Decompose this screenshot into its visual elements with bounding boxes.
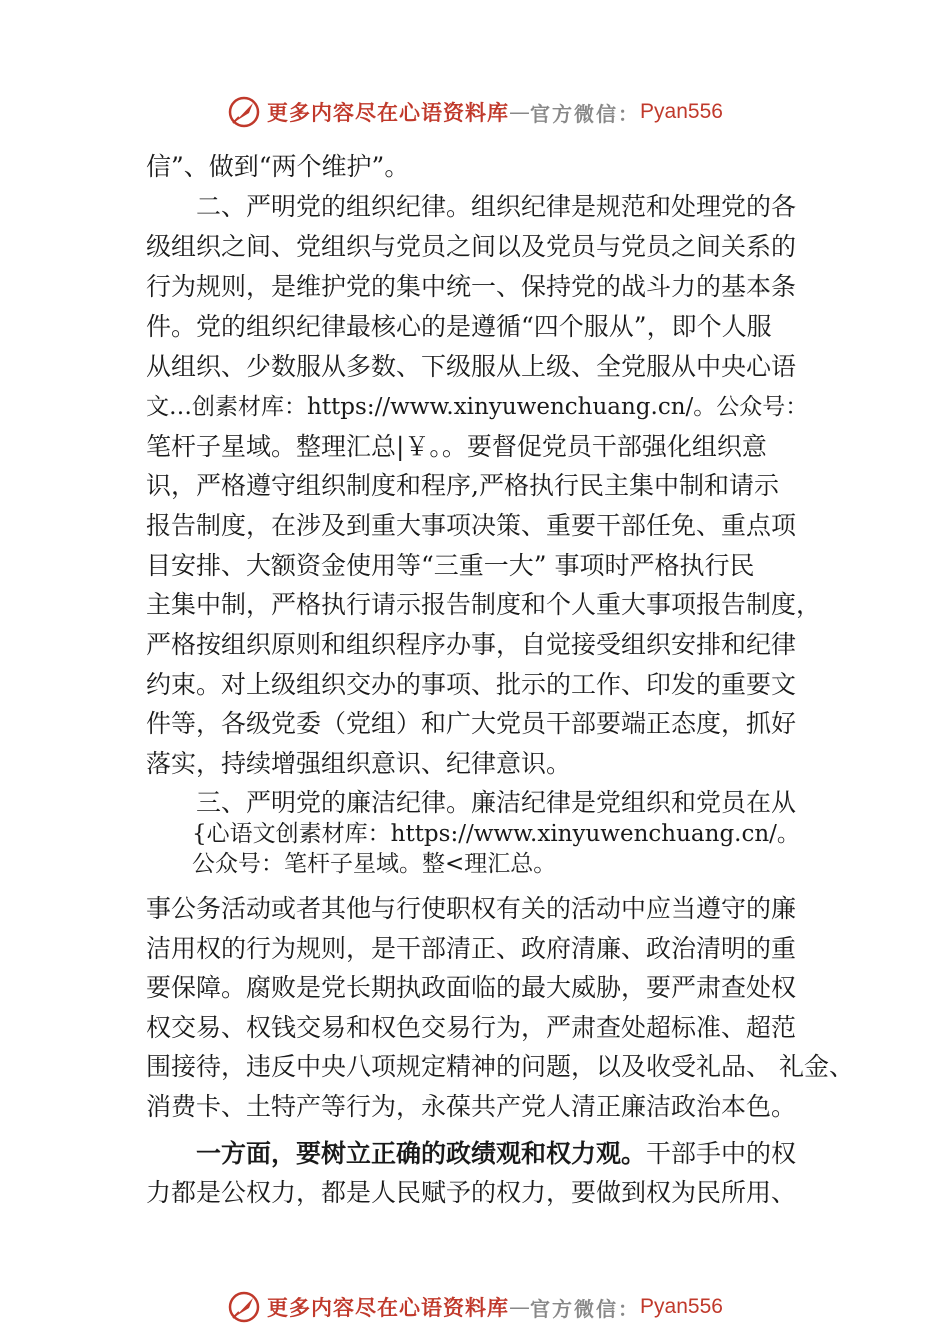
banner-wechat-id: Pyan556 bbox=[640, 100, 723, 123]
text-line: 件。党的组织纪律最核心的是遵循“四个服从”，即个人服 bbox=[146, 312, 772, 341]
banner-label: 官方微信： bbox=[530, 101, 641, 126]
text-line: 约束。对上级组织交办的事项、批示的工作、印发的重要文 bbox=[146, 670, 797, 699]
quill-circle-logo-icon bbox=[227, 95, 261, 129]
footer-banner bbox=[0, 1287, 950, 1327]
text-line: 要保障。腐败是党长期执政面临的最大威胁，要严肃查处权 bbox=[146, 973, 797, 1002]
text-line: {心语文创素材库：https://www.xinyuwenchuang.cn/。 bbox=[146, 821, 800, 847]
text-line: 行为规则，是维护党的集中统一、保持党的战斗力的基本条 bbox=[146, 272, 797, 301]
text-line: 三、严明党的廉洁纪律。廉洁纪律是党组织和党员在从 bbox=[146, 788, 797, 817]
text-line: 落实，持续增强组织意识、纪律意识。 bbox=[146, 749, 572, 778]
text-line: 级组织之间、党组织与党员之间以及党员与党员之间关系的 bbox=[146, 232, 797, 261]
text-line: 围接待，违反中央八项规定精神的问题，以及收受礼品、 礼金、 bbox=[146, 1052, 854, 1081]
text-line: 严格按组织原则和组织程序办事，自觉接受组织安排和纪律 bbox=[146, 630, 797, 659]
text-line: 目安排、大额资金使用等“三重一大” 事项时严格执行民 bbox=[146, 551, 755, 580]
text-line: 文…创素材库：https://www.xinyuwenchuang.cn/。公众号： bbox=[146, 394, 809, 420]
text-line: 识，严格遵守组织制度和程序,严格执行民主集中制和请示 bbox=[146, 471, 779, 500]
text-line: 力都是公权力，都是人民赋予的权力，要做到权为民所用、 bbox=[146, 1178, 797, 1207]
quill-circle-logo-icon bbox=[227, 1290, 261, 1324]
banner-brand: 更多内容尽在心语资料库 bbox=[267, 1295, 510, 1320]
paragraph-lead-line bbox=[146, 1139, 796, 1169]
text-line: 洁用权的行为规则，是干部清正、政府清廉、政治清明的重 bbox=[146, 934, 797, 963]
text-line: 权交易、权钱交易和权色交易行为，严肃查处超标准、超范 bbox=[146, 1013, 797, 1042]
header-banner bbox=[0, 92, 950, 132]
banner-wechat-id: Pyan556 bbox=[640, 1295, 723, 1318]
text-line: 消费卡、土特产等行为，永葆共产党人清正廉洁政治本色。 bbox=[146, 1092, 797, 1121]
text-line: 公众号：笔杆子星域。整<理汇总。 bbox=[146, 851, 557, 877]
text-line: 件等，各级党委（党组）和广大党员干部要端正态度，抓好 bbox=[146, 709, 797, 738]
bold-lead-text: 一方面，要树立正确的政绩观和权力观。 bbox=[146, 1139, 647, 1168]
text-line: 报告制度，在涉及到重大事项决策、重要干部任免、重点项 bbox=[146, 511, 797, 540]
banner-separator: — bbox=[509, 100, 531, 124]
text-line: 主集中制，严格执行请示报告制度和个人重大事项报告制度， bbox=[146, 590, 822, 619]
text-line: 事公务活动或者其他与行使职权有关的活动中应当遵守的廉 bbox=[146, 894, 797, 923]
lead-rest-text: 干部手中的权 bbox=[646, 1139, 797, 1168]
text-line: 从组织、少数服从多数、下级服从上级、全党服从中央心语 bbox=[146, 352, 797, 381]
text-line: 二、严明党的组织纪律。组织纪律是规范和处理党的各 bbox=[146, 192, 797, 221]
banner-brand: 更多内容尽在心语资料库 bbox=[267, 100, 510, 125]
text-line: 信”、做到“两个维护”。 bbox=[146, 152, 410, 181]
text-line: 笔杆子星域。整理汇总|￥。。要督促党员干部强化组织意 bbox=[146, 432, 767, 461]
banner-label: 官方微信： bbox=[530, 1296, 641, 1321]
banner-separator: — bbox=[509, 1295, 531, 1319]
